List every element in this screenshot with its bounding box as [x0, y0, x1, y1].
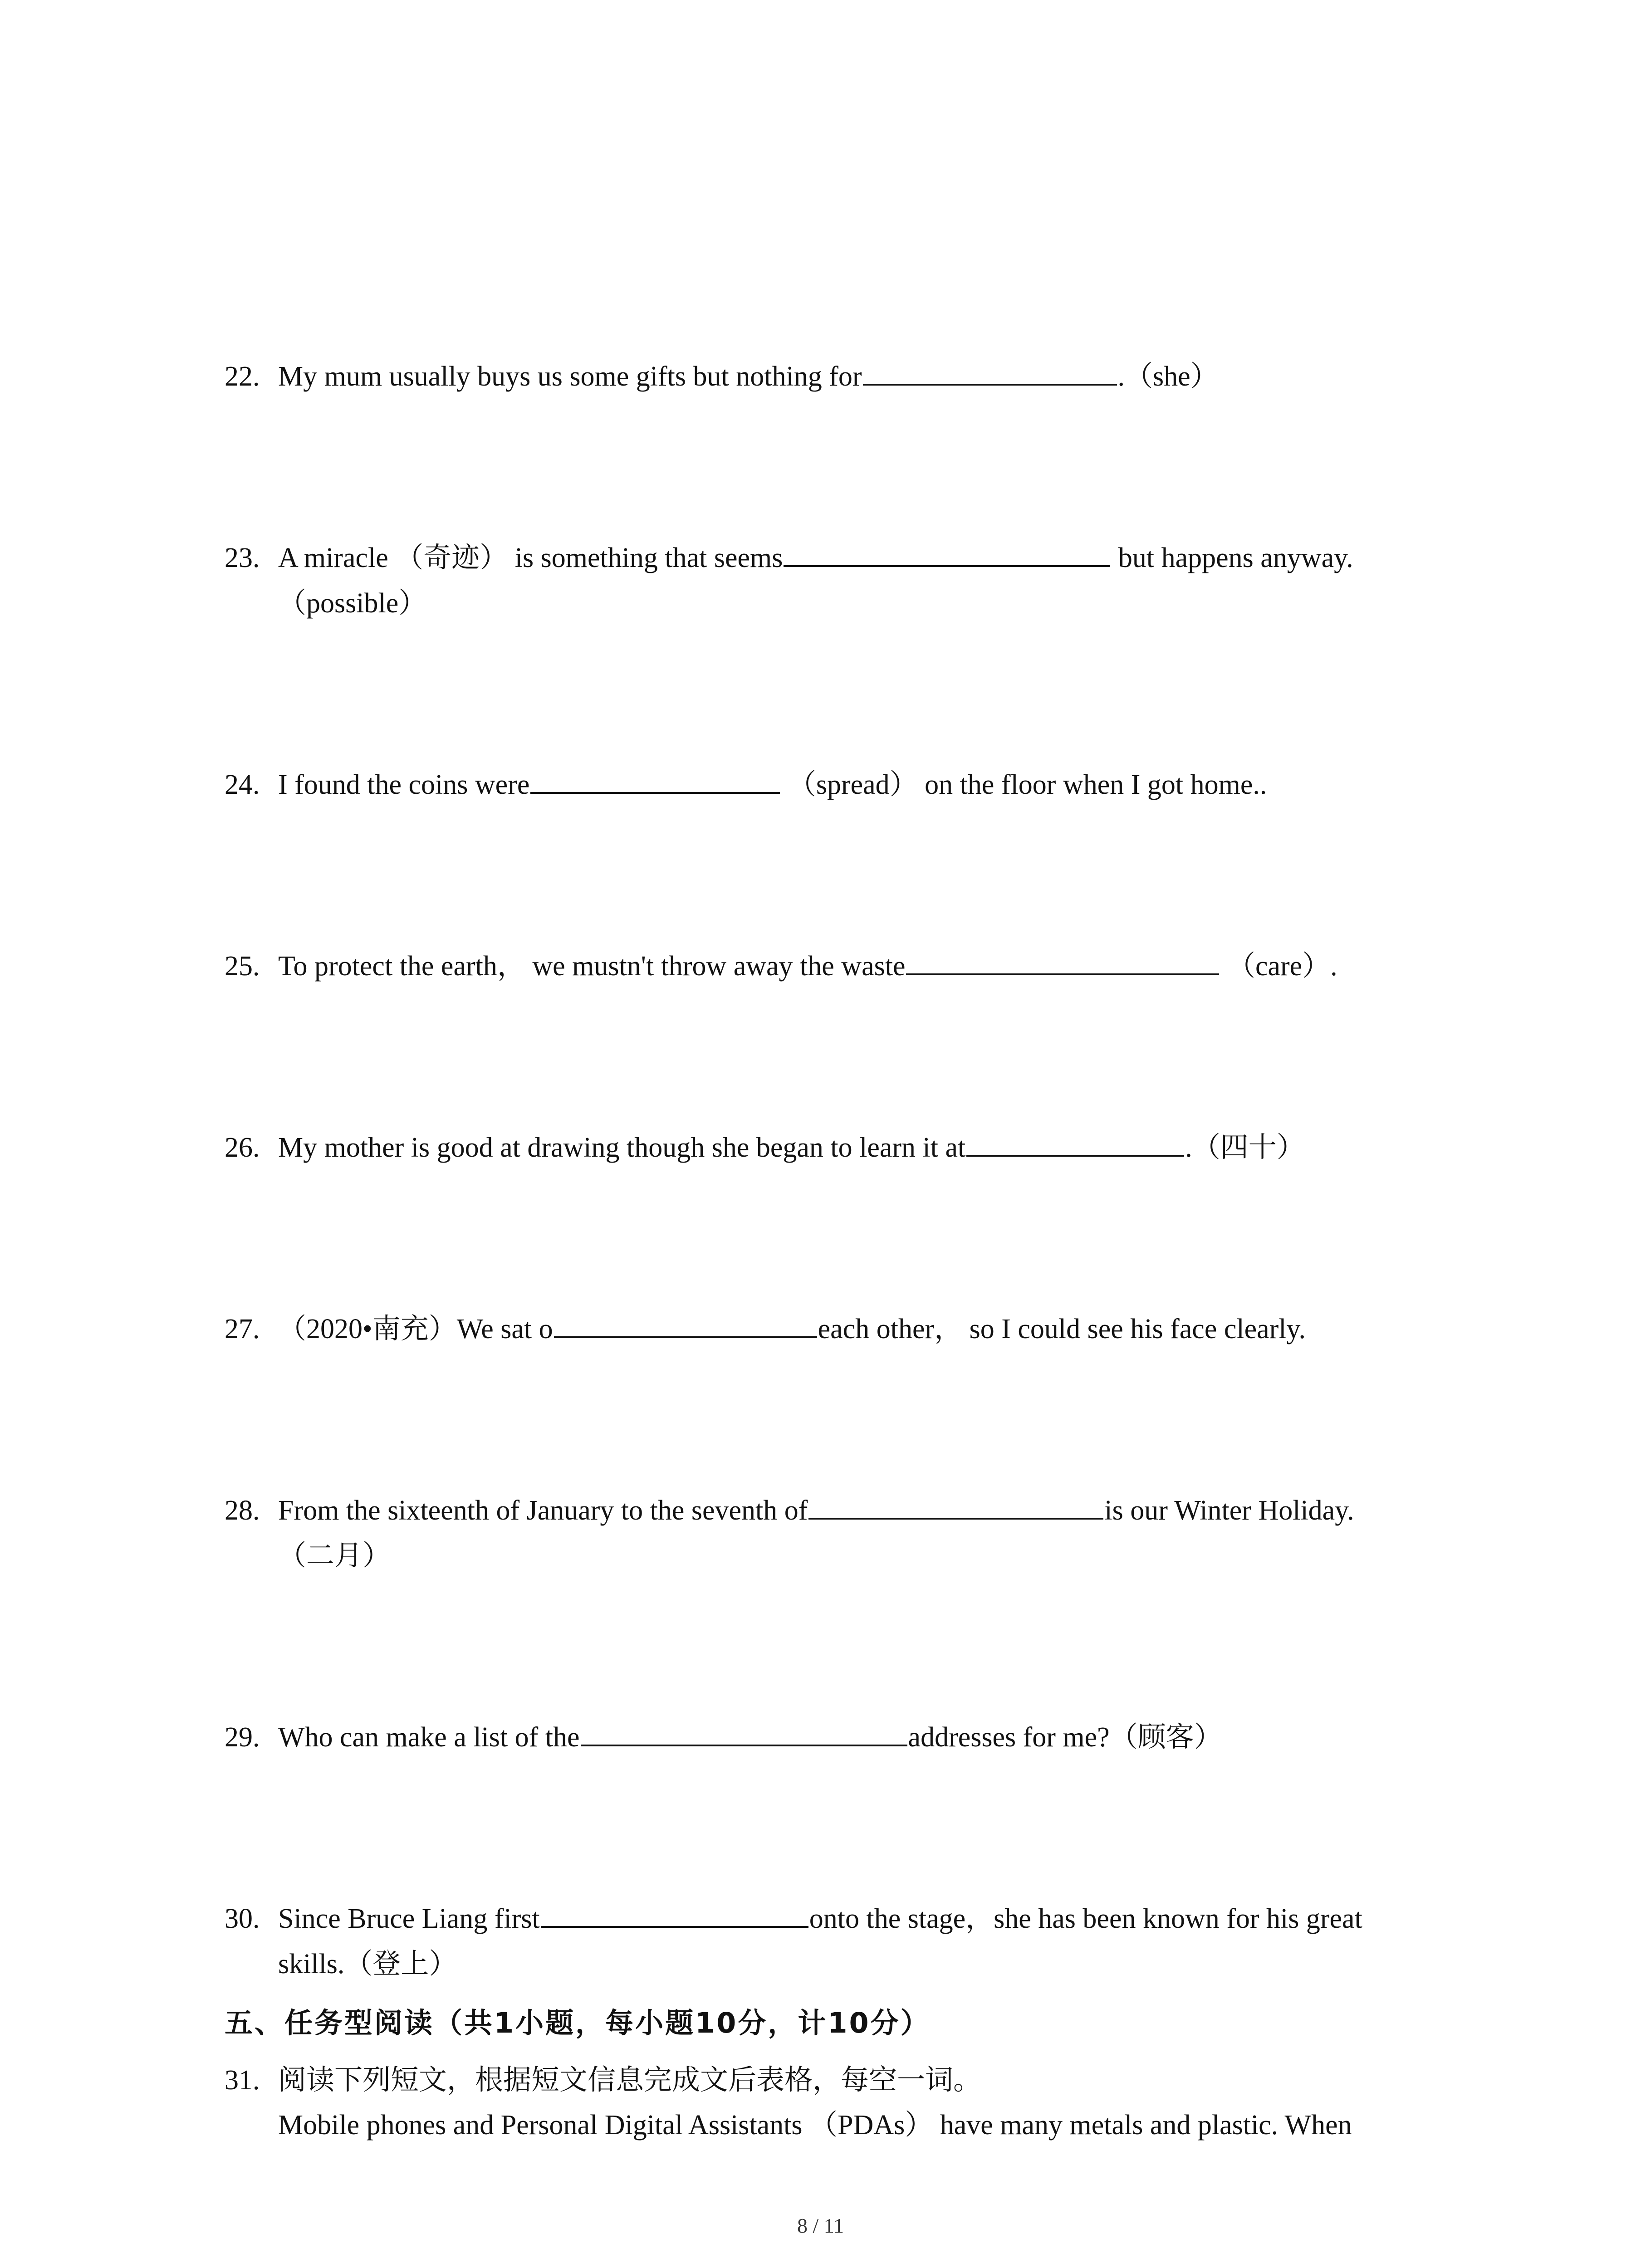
question-30: [225, 1896, 1459, 1941]
question-text-end: but happens anyway.: [1111, 543, 1353, 573]
passage-text: Mobile phones and Personal Digital Assistants （PDAs） have many metals and plastic. When: [278, 2110, 1352, 2141]
section-heading: 五、任务型阅读（共1小题，每小题10分，计10分）: [225, 2006, 931, 2039]
question-text: A miracle （奇迹） is something that seems: [278, 543, 783, 573]
answer-blank[interactable]: [966, 1127, 1184, 1157]
question-26: [225, 1125, 1459, 1170]
question-number: 23.: [225, 543, 260, 573]
question-instruction: 阅读下列短文，根据短文信息完成文后表格，每空一词。: [278, 2063, 982, 2096]
question-text-end: addresses for me?（顾客）: [908, 1722, 1222, 1753]
question-27: [225, 1306, 1459, 1352]
answer-blank[interactable]: [863, 356, 1117, 386]
question-hint: .（she）: [1117, 361, 1219, 392]
question-number: 26.: [225, 1132, 260, 1163]
question-text: To protect the earth， we mustn't throw away the waste: [278, 951, 906, 982]
answer-blank[interactable]: [808, 1490, 1103, 1520]
question-24: [225, 762, 1459, 807]
question-28-hint: （二月）: [278, 1540, 391, 1571]
question-number: 29.: [225, 1722, 260, 1753]
question-number: 31.: [225, 2065, 260, 2096]
question-29: [225, 1715, 1459, 1760]
question-30-hint: skills.（登上）: [278, 1949, 457, 1980]
question-text: From the sixteenth of January to the seventh of: [278, 1495, 808, 1526]
question-23: [225, 535, 1459, 581]
question-22: [225, 354, 1459, 399]
question-number: 30.: [225, 1903, 260, 1934]
question-23-hint: （possible）: [278, 588, 427, 619]
question-text-end: onto the stage，she has been known for his great: [809, 1903, 1362, 1934]
question-text: Who can make a list of the: [278, 1722, 580, 1753]
answer-blank[interactable]: [541, 1898, 808, 1928]
question-number: 28.: [225, 1495, 260, 1526]
question-number: 24.: [225, 769, 260, 800]
question-text: My mum usually buys us some gifts but nothing for: [278, 361, 862, 392]
question-text: Since Bruce Liang first: [278, 1903, 540, 1934]
question-31: [225, 2057, 1459, 2103]
question-text: My mother is good at drawing though she began to learn it at: [278, 1132, 966, 1163]
answer-blank[interactable]: [784, 537, 1110, 567]
question-28: [225, 1488, 1459, 1533]
answer-blank[interactable]: [906, 945, 1219, 975]
answer-blank[interactable]: [554, 1308, 817, 1338]
question-number: 22.: [225, 361, 260, 392]
question-number: 27.: [225, 1314, 260, 1344]
question-text-end: （spread） on the floor when I got home..: [781, 769, 1267, 800]
question-number: 25.: [225, 951, 260, 982]
question-text-end: is our Winter Holiday.: [1104, 1495, 1354, 1526]
question-text-end: each other， so I could see his face clearly.: [818, 1314, 1306, 1344]
answer-blank[interactable]: [530, 764, 780, 794]
question-hint: （care）.: [1220, 951, 1337, 982]
page-number: 8 / 11: [797, 2214, 844, 2237]
question-text: I found the coins were: [278, 769, 530, 800]
question-hint: .（四十）: [1185, 1132, 1305, 1163]
question-25: [225, 943, 1459, 989]
answer-blank[interactable]: [581, 1716, 907, 1746]
question-text: （2020•南充）We sat o: [278, 1314, 553, 1344]
